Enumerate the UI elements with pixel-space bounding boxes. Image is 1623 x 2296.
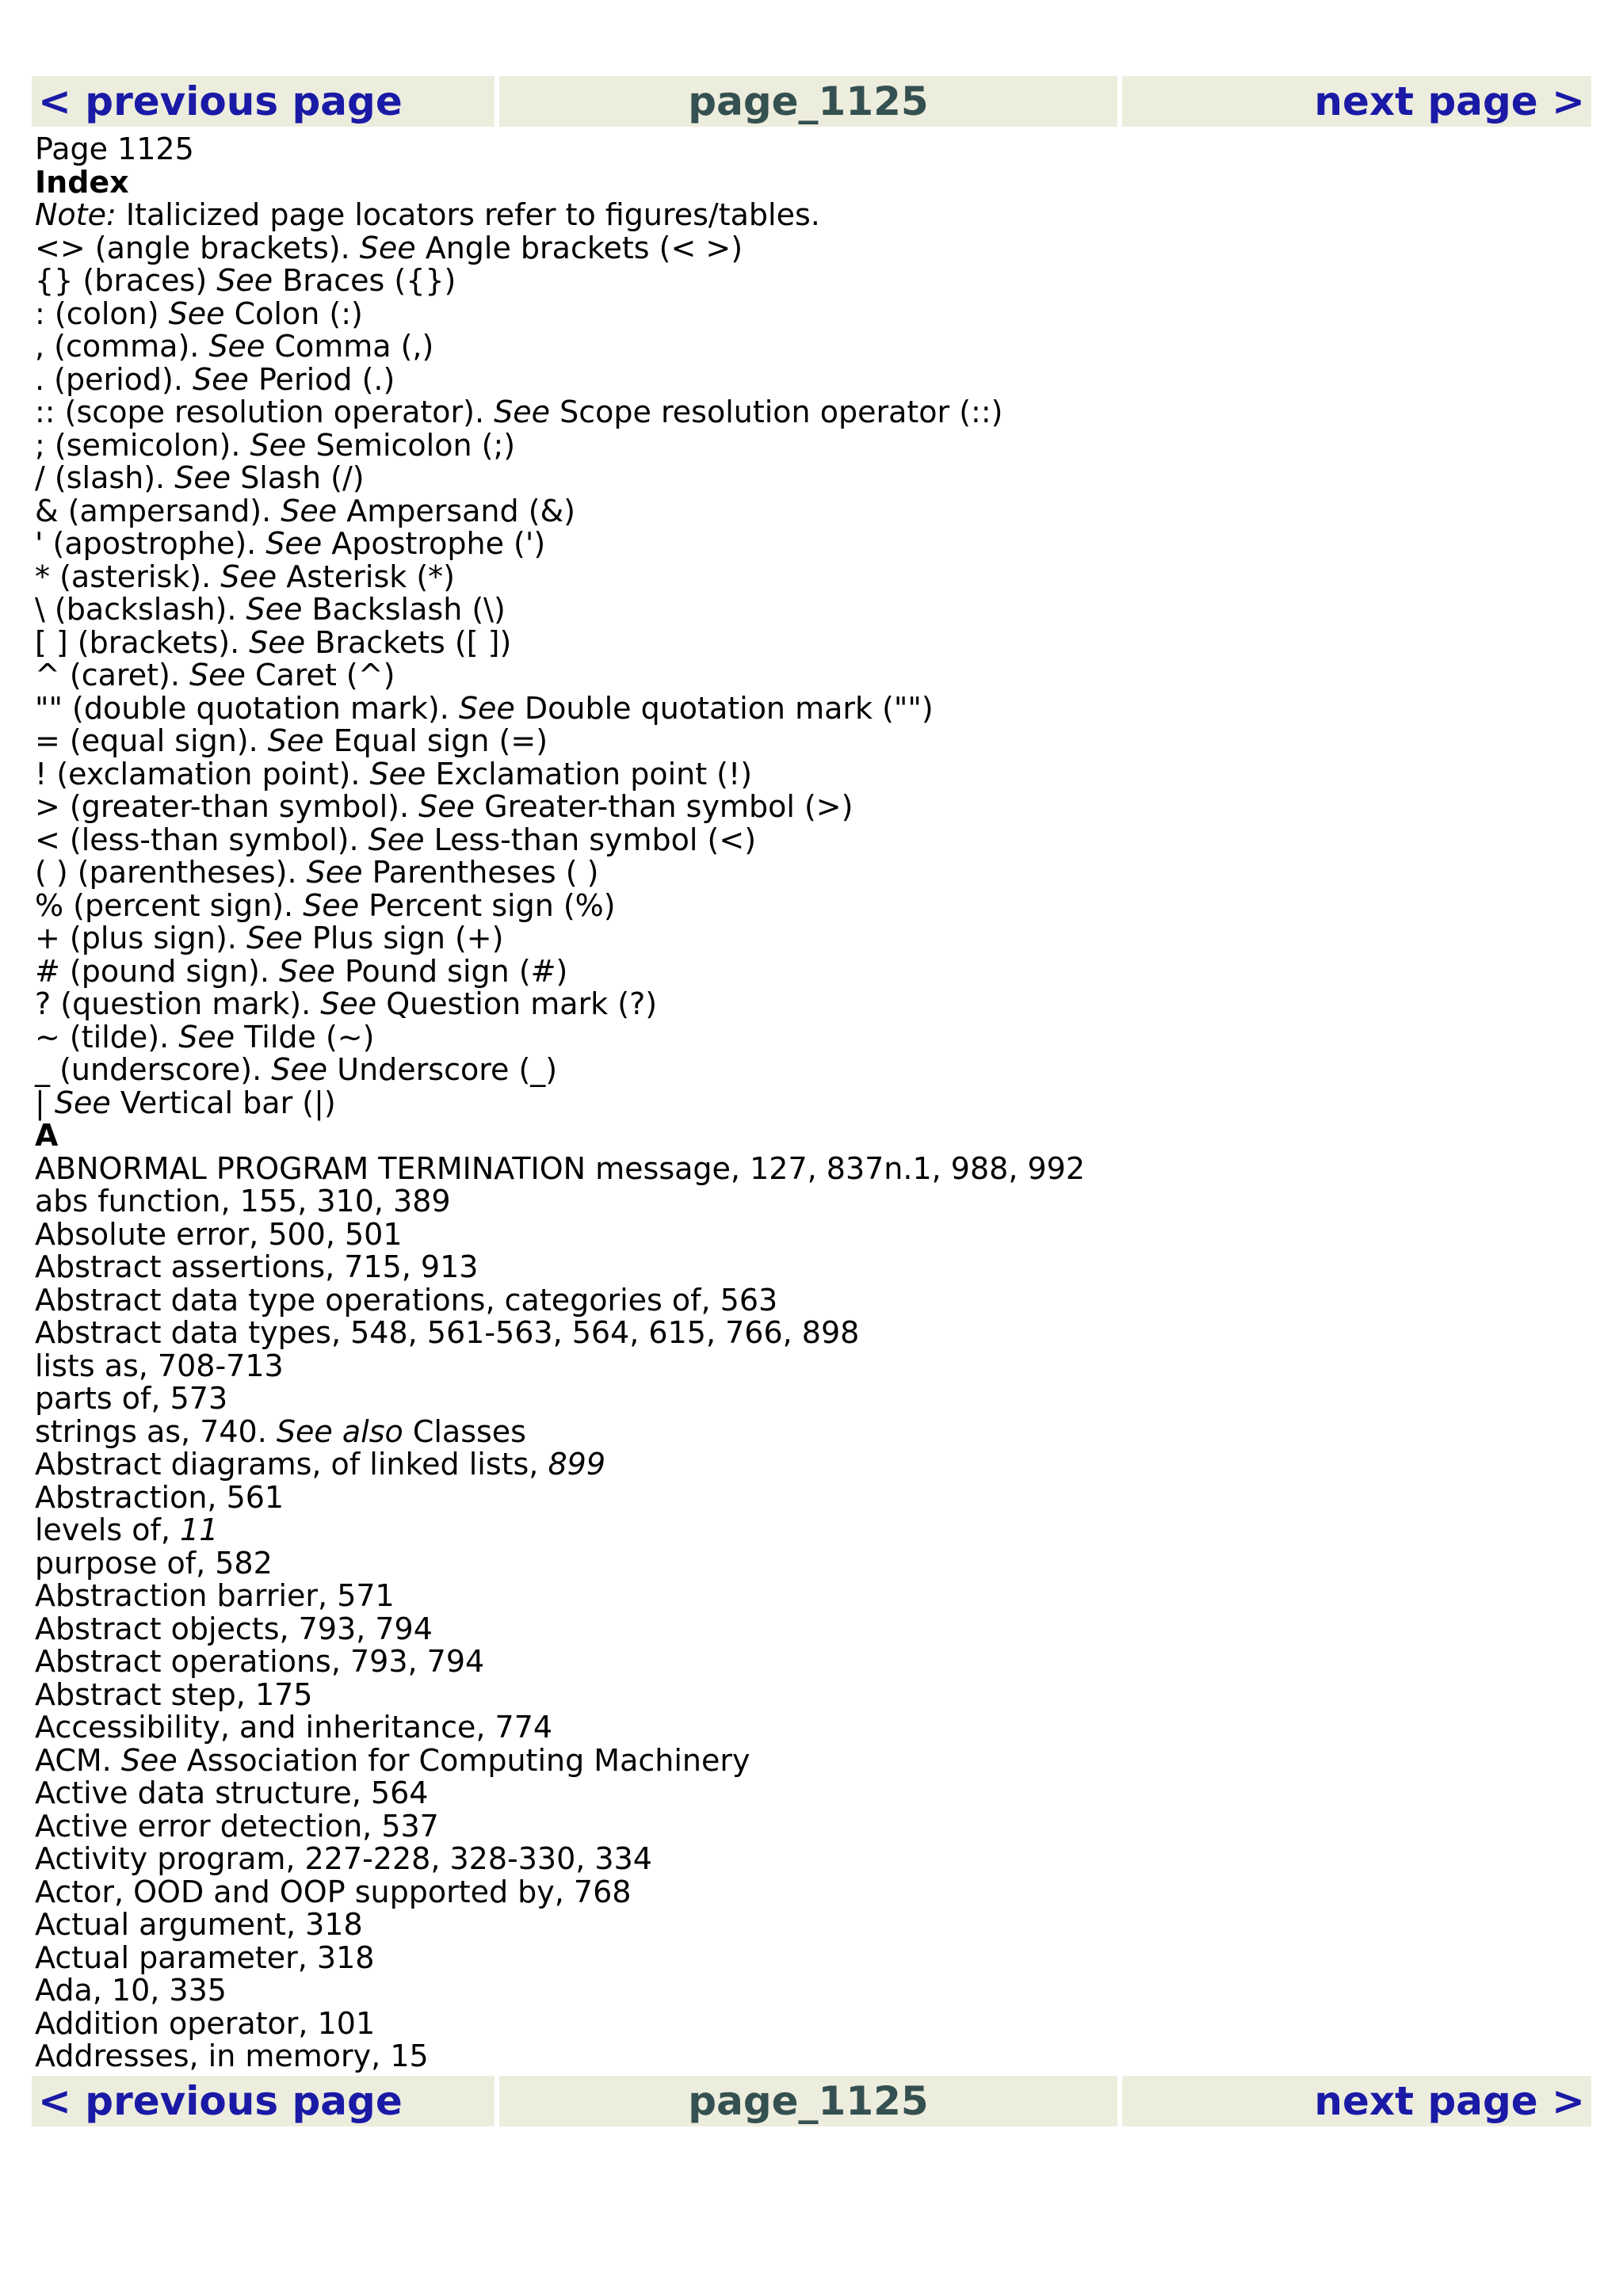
index-entry — [35, 429, 1588, 463]
entry-italic: See — [246, 921, 303, 955]
entry-italic: See — [54, 1085, 111, 1120]
entry-italic: 899 — [548, 1447, 605, 1482]
index-entry — [35, 1810, 1588, 1844]
entry-term: ' (apostrophe). — [35, 526, 266, 561]
page-indicator: page_1125 — [499, 76, 1117, 127]
entry-term: , (comma). — [35, 329, 209, 364]
entry-term: ( ) (parentheses). — [35, 855, 307, 890]
next-page-link[interactable]: next page > — [1122, 76, 1591, 127]
entry-reference: Period (.) — [248, 361, 395, 397]
index-entry — [35, 1876, 1588, 1909]
index-entry — [35, 1742, 1588, 1778]
index-entry — [35, 1909, 1588, 1942]
entry-italic: See — [178, 1019, 235, 1055]
entry-reference: Association for Computing Machinery — [177, 1742, 750, 1778]
index-entry — [35, 1613, 1588, 1646]
entry-term: Actual parameter, 318 — [35, 1939, 375, 1975]
entry-italic: See — [369, 756, 426, 791]
index-entry — [35, 593, 1588, 627]
index-entry — [35, 265, 1588, 298]
index-entry — [35, 1251, 1588, 1284]
entry-term: ! (exclamation point). — [35, 756, 370, 791]
entry-term: * (asterisk). — [35, 559, 221, 594]
index-entry — [35, 856, 1588, 890]
index-entry — [35, 988, 1588, 1021]
entry-italic: See — [208, 329, 265, 364]
index-entry — [35, 1676, 1588, 1712]
index-letter-heading: A — [35, 1118, 59, 1153]
entry-term: :: (scope resolution operator). — [35, 395, 495, 429]
entry-italic: See — [281, 493, 338, 528]
entry-term: Ada, 10, 335 — [35, 1973, 227, 2008]
entry-reference: Classes — [403, 1413, 526, 1449]
index-entry — [35, 361, 1588, 397]
entry-reference: Pound sign (#) — [334, 953, 568, 989]
entry-italic: See — [359, 230, 416, 265]
previous-page-link[interactable]: < previous page — [32, 76, 495, 127]
entry-term: # (pound sign). — [35, 953, 280, 989]
entry-term: <> (angle brackets). — [35, 230, 360, 265]
entry-reference: Colon (:) — [224, 296, 363, 331]
entry-italic: See — [265, 526, 323, 561]
entry-reference: Less-than symbol (<) — [424, 822, 757, 857]
entry-reference: Plus sign (+) — [302, 921, 504, 955]
entry-term: Abstract diagrams, of linked lists, — [35, 1447, 548, 1482]
entry-term: = (equal sign). — [35, 723, 268, 758]
entry-term: ; (semicolon). — [35, 427, 250, 463]
entry-term: % (percent sign). — [35, 887, 304, 923]
entry-italic: See — [250, 427, 307, 463]
entry-term: Active error detection, 537 — [35, 1808, 439, 1844]
previous-page-link[interactable]: < previous page — [32, 2076, 495, 2126]
index-entry — [35, 462, 1588, 495]
index-entry — [35, 1646, 1588, 1679]
entry-term: Abstract step, 175 — [35, 1676, 313, 1712]
index-entry — [35, 791, 1588, 824]
entry-term: < (less-than symbol). — [35, 822, 369, 857]
index-entry — [35, 1580, 1588, 1613]
index-entry — [35, 495, 1588, 528]
page-number: Page 1125 — [35, 132, 194, 166]
entry-italic: See — [246, 592, 303, 627]
entry-reference: Ampersand (&) — [337, 493, 575, 528]
entry-term: {} (braces) — [35, 263, 217, 298]
entry-term: Actor, OOD and OOP supported by, 768 — [35, 1874, 632, 1909]
entry-reference: Brackets ([ ]) — [305, 624, 512, 660]
entry-term: / (slash). — [35, 460, 175, 495]
entry-italic: See — [174, 460, 231, 495]
entry-term: ACM. — [35, 1742, 121, 1778]
index-entry — [35, 725, 1588, 758]
entry-term: "" (double quotation mark). — [35, 690, 459, 726]
note-label: Note: — [35, 197, 116, 232]
entry-term: Abstract assertions, 715, 913 — [35, 1249, 479, 1284]
entry-term: ABNORMAL PROGRAM TERMINATION message, 127, 837n.1, 988, 992 — [35, 1150, 1086, 1186]
entry-reference: Backslash (\) — [302, 592, 506, 627]
entry-italic: See — [368, 822, 425, 857]
index-entry — [35, 1054, 1588, 1087]
index-entry — [35, 1087, 1588, 1120]
entry-term: abs function, 155, 310, 389 — [35, 1184, 451, 1219]
index-entry — [35, 1413, 1588, 1449]
index-entry — [35, 1514, 1588, 1547]
entry-italic: See — [193, 361, 249, 397]
entry-italic: See — [418, 789, 475, 824]
entry-term: levels of, — [35, 1512, 181, 1547]
index-entry — [35, 232, 1588, 265]
entry-italic: See — [220, 559, 277, 594]
note-text: Italicized page locators refer to figures/tables. — [116, 197, 820, 232]
index-entry — [35, 692, 1588, 726]
entry-term: _ (underscore). — [35, 1052, 272, 1087]
index-entry — [35, 1448, 1588, 1482]
entry-term: > (greater-than symbol). — [35, 789, 419, 824]
next-page-link[interactable]: next page > — [1122, 2076, 1591, 2126]
entry-term: Actual argument, 318 — [35, 1907, 363, 1942]
entry-italic: See — [458, 690, 515, 726]
entry-italic: See — [279, 953, 335, 989]
index-entry — [35, 1150, 1588, 1186]
entry-reference: Semicolon (;) — [306, 427, 516, 463]
index-entry — [35, 2005, 1588, 2041]
entry-reference: Parentheses ( ) — [362, 855, 599, 890]
index-entry — [35, 396, 1588, 429]
entry-term: Abstract objects, 793, 794 — [35, 1611, 433, 1646]
entry-reference: Greater-than symbol (>) — [475, 789, 854, 824]
entry-term: Absolute error, 500, 501 — [35, 1216, 403, 1252]
entry-italic: See — [216, 263, 273, 298]
entry-italic: See — [120, 1742, 178, 1778]
entry-term: Abstraction barrier, 571 — [35, 1578, 395, 1613]
entry-italic: See — [303, 887, 360, 923]
entry-reference: Scope resolution operator (::) — [550, 395, 1003, 429]
index-entry — [35, 1216, 1588, 1252]
index-entry — [35, 1317, 1588, 1350]
entry-term: Addresses, in memory, 15 — [35, 2039, 429, 2073]
entry-term: Active data structure, 564 — [35, 1775, 429, 1810]
index-entry — [35, 1350, 1588, 1383]
index-entry — [35, 1777, 1588, 1810]
top-navigation-bar — [32, 76, 1591, 127]
entry-italic: 11 — [180, 1512, 219, 1547]
entry-term: ~ (tilde). — [35, 1019, 179, 1055]
entry-reference: Braces ({}) — [273, 263, 456, 298]
index-entry — [35, 624, 1588, 660]
index-title: Index — [35, 164, 129, 200]
entry-term: | — [35, 1085, 55, 1120]
index-entry — [35, 1843, 1588, 1876]
entry-term: + (plus sign). — [35, 921, 246, 955]
entry-italic: See — [267, 723, 324, 758]
entry-reference: Angle brackets (< >) — [415, 230, 743, 265]
index-content — [35, 133, 1588, 2073]
entry-reference: Caret (^) — [245, 658, 395, 692]
entry-term: Abstract data type operations, categories of, 563 — [35, 1282, 778, 1318]
index-entry — [35, 298, 1588, 331]
index-entry — [35, 561, 1588, 594]
entry-italic: See — [189, 658, 246, 692]
entry-term: ^ (caret). — [35, 658, 189, 692]
entry-term: parts of, 573 — [35, 1381, 228, 1416]
index-entry — [35, 922, 1588, 955]
entry-italic: See — [271, 1052, 328, 1087]
entry-term: [ ] (brackets). — [35, 624, 250, 660]
entry-reference: Slash (/) — [231, 460, 365, 495]
index-entry — [35, 1185, 1588, 1219]
entry-reference: Percent sign (%) — [359, 887, 616, 923]
entry-term: lists as, 708-713 — [35, 1348, 284, 1383]
index-entry-list — [35, 232, 1588, 2073]
entry-reference: Tilde (~) — [235, 1019, 375, 1055]
index-entry — [35, 1284, 1588, 1318]
entry-italic: See — [249, 624, 306, 660]
entry-reference: Comma (,) — [265, 329, 434, 364]
index-entry — [35, 1547, 1588, 1581]
index-entry — [35, 2040, 1588, 2073]
index-entry — [35, 1939, 1588, 1975]
index-entry — [35, 1479, 1588, 1515]
entry-reference: Apostrophe (') — [322, 526, 546, 561]
index-entry — [35, 528, 1588, 561]
entry-reference: Question mark (?) — [376, 986, 658, 1021]
entry-reference: Asterisk (*) — [277, 559, 455, 594]
page-indicator: page_1125 — [499, 2076, 1117, 2126]
index-entry — [35, 955, 1588, 989]
index-entry — [35, 659, 1588, 692]
entry-italic: See — [168, 296, 225, 331]
entry-term: : (colon) — [35, 296, 169, 331]
index-entry — [35, 758, 1588, 791]
index-entry — [35, 1383, 1588, 1416]
index-entry — [35, 887, 1588, 923]
entry-term: Activity program, 227-228, 328-330, 334 — [35, 1841, 652, 1876]
entry-term: Abstract operations, 793, 794 — [35, 1644, 485, 1679]
entry-reference: Exclamation point (!) — [426, 756, 753, 791]
index-entry — [35, 824, 1588, 857]
entry-italic: See — [306, 855, 363, 890]
entry-term: & (ampersand). — [35, 493, 281, 528]
entry-term: . (period). — [35, 361, 193, 397]
entry-term: ? (question mark). — [35, 986, 321, 1021]
entry-term: Abstraction, 561 — [35, 1479, 285, 1515]
entry-term: strings as, 740. — [35, 1413, 277, 1449]
entry-italic: See — [320, 986, 377, 1021]
entry-term: purpose of, 582 — [35, 1545, 273, 1581]
index-entry — [35, 1974, 1588, 2008]
entry-term: Addition operator, 101 — [35, 2005, 376, 2041]
index-entry — [35, 1021, 1588, 1055]
entry-term: Accessibility, and inheritance, 774 — [35, 1710, 553, 1745]
index-entry — [35, 330, 1588, 364]
entry-italic: See — [494, 395, 551, 429]
entry-reference: Underscore (_) — [327, 1052, 558, 1087]
index-entry — [35, 1711, 1588, 1745]
entry-term: Abstract data types, 548, 561-563, 564, 615, 766, 898 — [35, 1315, 860, 1350]
entry-italic: See also — [276, 1413, 403, 1449]
entry-reference: Double quotation mark ("") — [514, 690, 934, 726]
index-note — [35, 199, 1588, 232]
entry-reference: Equal sign (=) — [323, 723, 548, 758]
entry-term: \ (backslash). — [35, 592, 246, 627]
bottom-navigation-bar — [32, 2076, 1591, 2126]
entry-reference: Vertical bar (|) — [110, 1085, 336, 1120]
